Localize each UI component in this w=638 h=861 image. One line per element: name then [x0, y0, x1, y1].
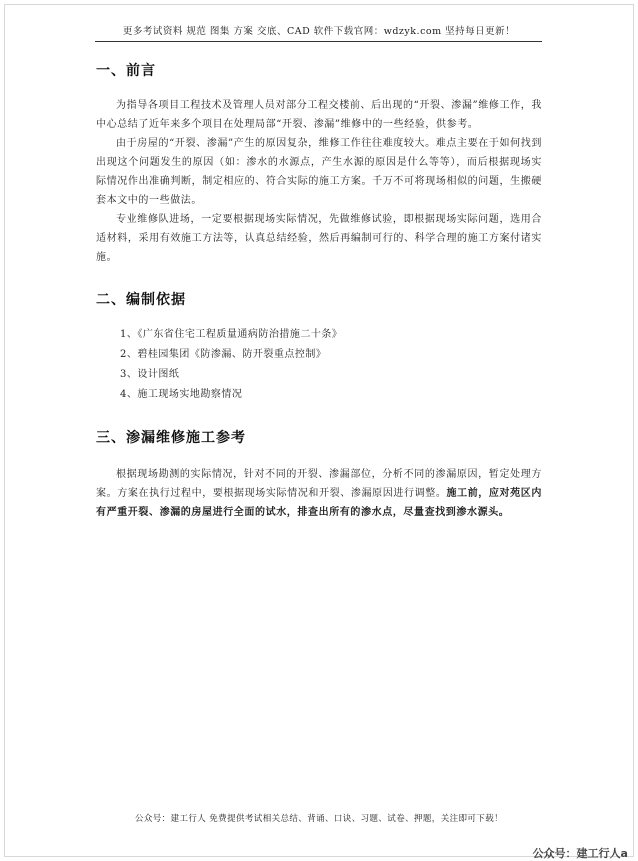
- preface-paragraph-2: 由于房屋的“开裂、渗漏”产生的原因复杂，维修工作往往难度较大。难点主要在于如何找到出现这个问题发生的原因（如：渗水的水源点，产生水源的原因是什么等等），而后根据现场实际情况作出准确判断，制定相应的、符合实际的施工方案。千万不可将现场相似的问题，生搬硬套本文中的一些做法。: [96, 138, 542, 206]
- preface-paragraph-1: 为指导各项目工程技术及管理人员对部分工程交楼前、后出现的“开裂、渗漏”维修工作，我中心总结了近年来多个项目在处理局部“开裂、渗漏”维修中的一些经验，供参考。: [96, 100, 542, 130]
- page-footer: 公众号：建工行人 免费提供考试相关总结、背诵、口诀、习题、试卷、押题，关注即可下载！: [134, 814, 503, 824]
- repair-text-bold-1: 方案在执行过程中，要根据现场实际情况和开裂、渗漏原因进行调整。: [117, 488, 447, 499]
- list-item: 2、碧桂园集团《防渗漏、防开裂重点控制》: [120, 349, 327, 360]
- section-heading-repair: 三、渗漏维修施工参考: [96, 430, 246, 446]
- header-rule: [95, 41, 542, 42]
- section-heading-preface: 一、前言: [96, 63, 156, 79]
- repair-text-normal: 根据现场勘测的实际情况，针对不同的开裂、渗漏部位，分析不同的渗漏原因，暂定处理方案。: [96, 469, 542, 499]
- section-heading-basis: 二、编制依据: [96, 292, 186, 308]
- watermark: 公众号：建工行人a: [532, 847, 628, 860]
- repair-paragraph: [96, 465, 542, 522]
- list-item: 4、施工现场实地勘察情况: [120, 389, 243, 400]
- list-item: 3、设计图纸: [120, 369, 180, 380]
- basis-list: [96, 325, 542, 405]
- repair-text-bold-2: 施工前，应对苑区内有严重开裂、渗漏的房屋进行全面的试水，排查出所有的渗水点，尽量查找到渗水源头。: [96, 488, 543, 518]
- preface-paragraph-3: 专业维修队进场，一定要根据现场实际情况，先做维修试验，即根据现场实际问题，选用合适材料，采用有效施工方法等，认真总结经验，然后再编制可行的、科学合理的施工方案付诸实施。: [96, 214, 542, 263]
- list-item: 1、《广东省住宅工程质量通病防治措施二十条》: [120, 329, 343, 340]
- document-body: [96, 60, 542, 522]
- page-header: 更多考试资料 规范 图集 方案 交底、CAD 软件下载官网：wdzyk.com 坚持每日更新！: [122, 26, 516, 37]
